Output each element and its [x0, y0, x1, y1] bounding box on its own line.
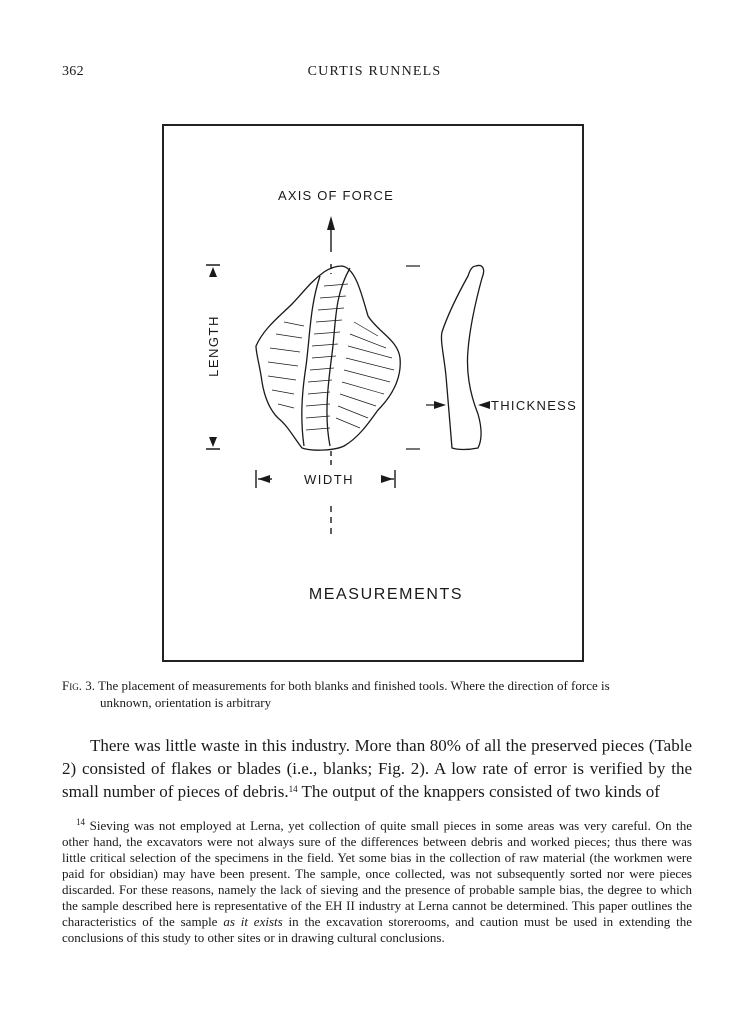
body-paragraph [62, 734, 692, 803]
figure-title: MEASUREMENTS [308, 586, 464, 603]
footnote-text-before: Sieving was not employed at Lerna, yet collection of quite small pieces in some areas was very careful. On the other hand, the excavators were not always sure of the differences between debris and worked pieces; thus there was little critical selection of the specimens in the field. Yet some bias in the collection of raw material (the workmen were paid for obsidian) may have been present. The sample, once collected, was not subsequently sorted nor were pieces discarded. For these reasons, namely the lack of sieving and the presence of probable sample bias, the degree to which the sample described here is representative of the EH II industry at Lerna cannot be determined. This paper outlines the characteristics of the sample [62, 818, 692, 929]
footnote-italic: as it exists [223, 914, 283, 929]
body-text-after: The output of the knappers consisted of two kinds of [297, 782, 660, 801]
thickness-right-arrow-icon [478, 401, 490, 409]
width-right-arrow-icon [381, 475, 393, 483]
flake-drawing [256, 266, 400, 450]
footnote-text-after: in the excavation storerooms, and caution must be used in extending the conclusions of this study to other sites or in drawing cultural conclusions. [62, 914, 692, 945]
footnote [62, 818, 692, 946]
axis-arrowhead-icon [327, 216, 335, 230]
caption-tag: Fig. 3. [62, 678, 95, 693]
body-text-before: There was little waste in this industry. More than 80% of all the preserved pieces (Table 2) consisted of flakes or blades (i.e., blanks; Fig. 2). A low rate of error is verified by the small number of pieces of debris. [62, 736, 692, 801]
width-left-arrow-icon [258, 475, 270, 483]
figure-caption [62, 677, 692, 711]
measurement-diagram [164, 126, 582, 660]
footnote-ref: 14 [288, 784, 298, 794]
thickness-label: THICKNESS [491, 398, 578, 413]
caption-line-2: unknown, orientation is arbitrary [100, 695, 272, 710]
thickness-left-arrow-icon [434, 401, 446, 409]
page-number: 362 [62, 64, 84, 79]
footnote-number: 14 [76, 817, 85, 827]
figure-frame [162, 124, 584, 662]
length-label: LENGTH [206, 315, 221, 377]
length-top-arrow-icon [209, 267, 217, 277]
caption-line-1: The placement of measurements for both blanks and finished tools. Where the direction of force is [98, 678, 610, 693]
width-label: WIDTH [303, 472, 355, 487]
axis-of-force-label: AXIS OF FORCE [277, 188, 395, 203]
length-guides-right [406, 266, 420, 449]
length-bottom-arrow-icon [209, 437, 217, 447]
profile-drawing [441, 266, 483, 450]
running-head: CURTIS RUNNELS [307, 64, 442, 79]
